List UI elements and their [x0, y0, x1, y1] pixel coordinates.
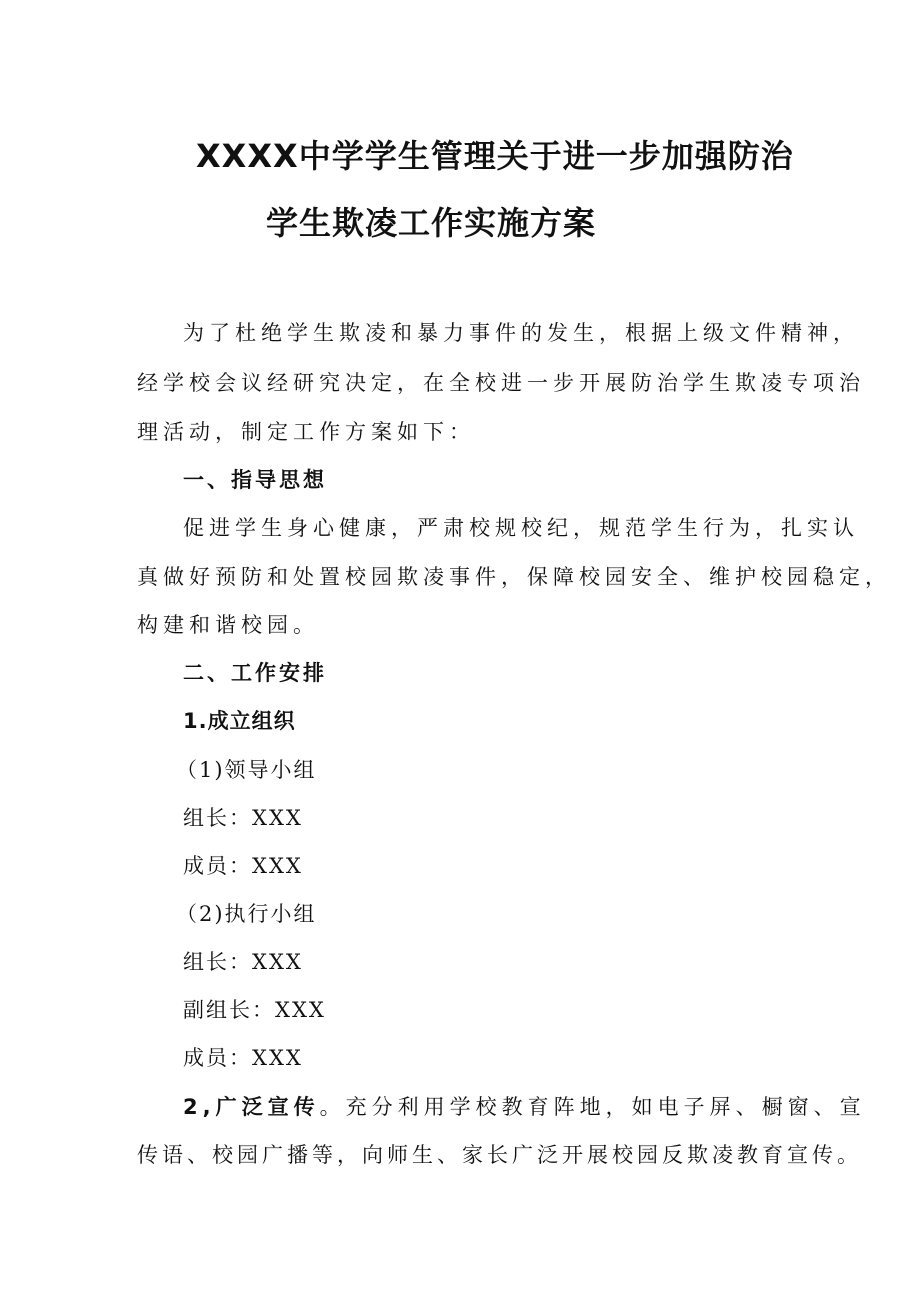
subsection-2-heading: 2,广泛宣传 — [183, 1095, 320, 1119]
leading-group-members: 成员：XXX — [183, 854, 303, 878]
intro-line-1: 为了杜绝学生欺凌和暴力事件的发生，根据上级文件精神， — [183, 321, 859, 345]
intro-line-3: 理活动，制定工作方案如下： — [137, 420, 475, 444]
subsection-2-line-1 — [183, 1095, 866, 1119]
section-1-line-2: 真做好预防和处置校园欺凌事件，保障校园安全、维护校园稳定， — [137, 565, 891, 589]
section-1-line-3: 构建和谐校园。 — [137, 613, 319, 637]
section-1-heading: 一、指导思想 — [183, 468, 327, 492]
subsection-1-heading: 1.成立组织 — [183, 709, 296, 733]
section-1-line-1: 促进学生身心健康，严肃校规校纪，规范学生行为，扎实认 — [183, 516, 859, 540]
document-title-line-2: 学生欺凌工作实施方案 — [266, 204, 597, 242]
leading-group-leader: 组长：XXX — [183, 806, 303, 830]
leading-group-label: （1)领导小组 — [176, 758, 317, 782]
document-title-line-1: XXXX中学学生管理关于进一步加强防治 — [196, 137, 794, 175]
subsection-2-line-2: 传语、校园广播等，向师生、家长广泛开展校园反欺凌教育宣传。 — [137, 1143, 862, 1167]
execution-group-members: 成员：XXX — [183, 1046, 303, 1070]
section-2-heading: 二、工作安排 — [183, 661, 327, 685]
execution-group-leader: 组长：XXX — [183, 950, 303, 974]
execution-group-label: （2)执行小组 — [176, 902, 317, 926]
subsection-2-line-1-text: 。充分利用学校教育阵地，如电子屏、橱窗、宣 — [319, 1095, 866, 1119]
execution-group-deputy: 副组长：XXX — [183, 998, 326, 1022]
intro-line-2: 经学校会议经研究决定，在全校进一步开展防治学生欺凌专项治 — [137, 371, 865, 395]
